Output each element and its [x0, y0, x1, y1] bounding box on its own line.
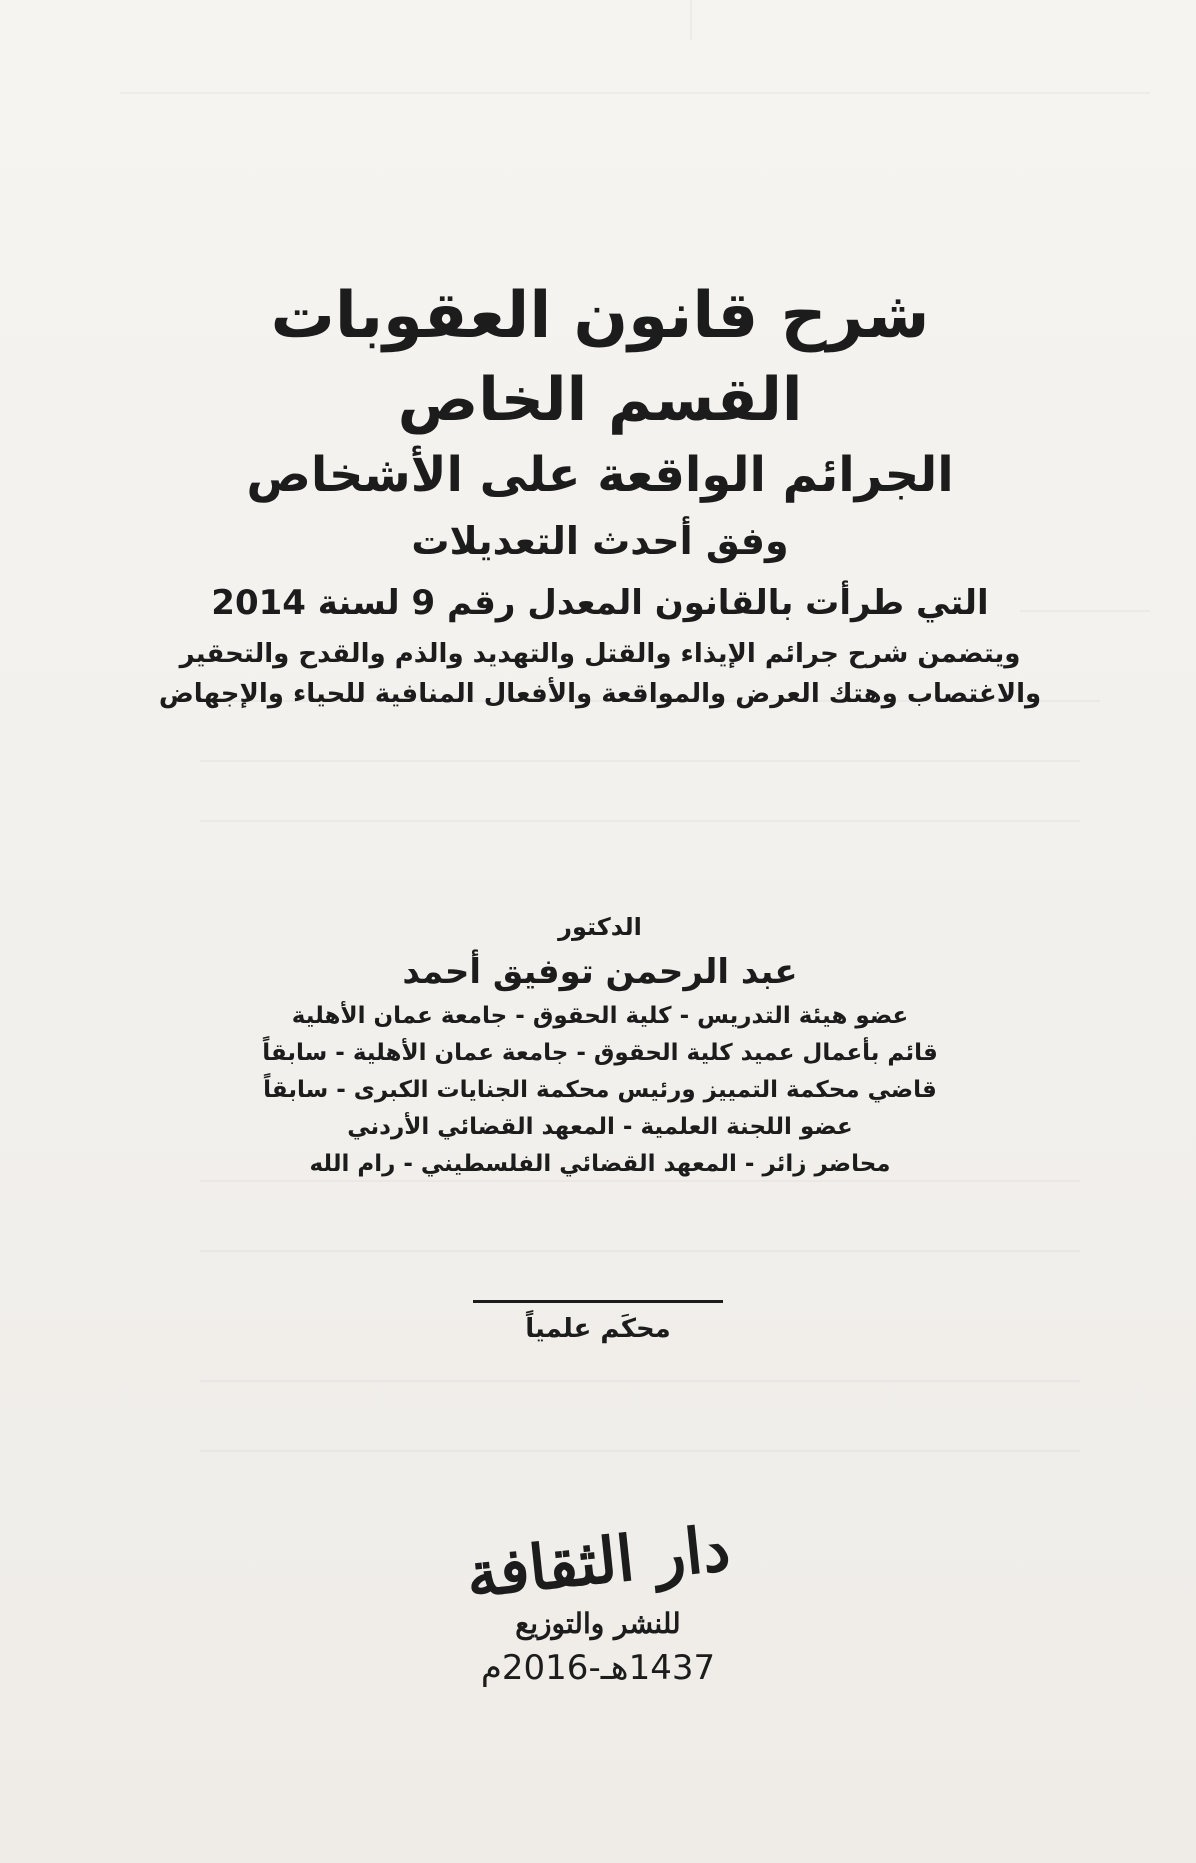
book-section-title: القسم الخاص: [397, 365, 803, 435]
author-position: عضو هيئة التدريس - كلية الحقوق - جامعة عمان الأهلية: [291, 1003, 909, 1029]
book-title: شرح قانون العقوبات: [270, 279, 930, 353]
bleed-through-line: [200, 1250, 1080, 1252]
publisher-logo-tagline: للنشر والتوزيع: [515, 1607, 681, 1640]
refereed-label: محكَم علمياً: [525, 1314, 671, 1344]
publisher-logo: دار الثقافة: [462, 1511, 734, 1612]
contents-description-line-2: والاغتصاب وهتك العرض والمواقعة والأفعال المنافية للحياء والإجهاض: [158, 679, 1042, 709]
divider: [473, 1300, 723, 1303]
title-block: [150, 272, 1050, 714]
author-position: قائم بأعمال عميد كلية الحقوق - جامعة عمان الأهلية - سابقاً: [262, 1040, 938, 1066]
bleed-through-line: [200, 760, 1080, 762]
bleed-through-line: [200, 820, 1080, 822]
book-subtitle: الجرائم الواقعة على الأشخاص: [246, 447, 954, 503]
author-title-prefix: الدكتور: [558, 913, 642, 941]
author-position: محاضر زائر - المعهد القضائي الفلسطيني - رام الله: [309, 1151, 891, 1177]
edition-note: وفق أحدث التعديلات: [411, 519, 789, 563]
bleed-through-line: [200, 1450, 1080, 1452]
refereed-block: [473, 1300, 723, 1349]
author-position: عضو اللجنة العلمية - المعهد القضائي الأردني: [347, 1114, 853, 1140]
author-position: قاضي محكمة التمييز ورئيس محكمة الجنايات الكبرى - سابقاً: [263, 1077, 937, 1103]
bleed-through-line: [120, 92, 1150, 94]
contents-description-line-1: ويتضمن شرح جرائم الإيذاء والقتل والتهديد والذم والقدح والتحقير: [179, 639, 1021, 669]
publication-date: 1437هـ-2016م: [480, 1648, 716, 1688]
publisher-block: [448, 1511, 748, 1692]
author-name: عبد الرحمن توفيق أحمد: [402, 952, 798, 992]
amendment-note: التي طرأت بالقانون المعدل رقم 9 لسنة 2014: [211, 583, 989, 623]
author-block: [220, 908, 980, 1183]
bleed-through-line: [690, 0, 692, 40]
bleed-through-line: [200, 1380, 1080, 1382]
